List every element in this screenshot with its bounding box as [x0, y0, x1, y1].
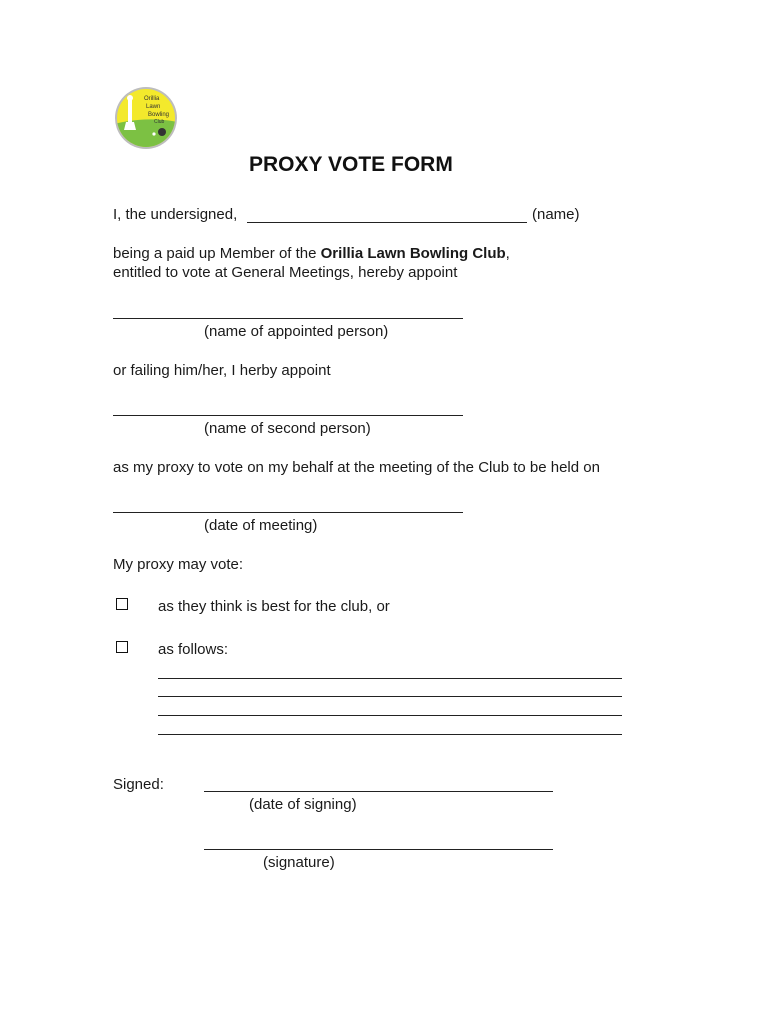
name-blank[interactable]	[247, 222, 527, 223]
club-logo	[114, 86, 178, 150]
option-follows-label: as follows:	[158, 641, 229, 658]
logo-text-4: Club	[154, 119, 165, 125]
option-best-checkbox[interactable]	[116, 598, 128, 610]
proxy-statement: as my proxy to vote on my behalf at the meeting of the Club to be held on	[113, 459, 600, 476]
option-follows-checkbox[interactable]	[116, 641, 128, 653]
member-suffix: ,	[505, 245, 510, 262]
second-person-blank[interactable]	[113, 415, 463, 416]
entitled-line: entitled to vote at General Meetings, hereby appoint	[113, 264, 458, 281]
follows-blank-3[interactable]	[158, 715, 622, 716]
logo-text-1: Orillia	[144, 96, 160, 102]
appointed-person-blank[interactable]	[113, 318, 463, 319]
signature-blank[interactable]	[204, 849, 553, 850]
logo-text-2: Lawn	[146, 104, 161, 110]
meeting-caption: (date of meeting)	[204, 517, 318, 534]
meeting-date-blank[interactable]	[113, 512, 463, 513]
appointed-caption: (name of appointed person)	[204, 323, 389, 340]
signature-caption: (signature)	[263, 854, 335, 871]
second-caption: (name of second person)	[204, 420, 371, 437]
club-name: Orillia Lawn Bowling Club	[320, 245, 506, 262]
page-title: PROXY VOTE FORM	[249, 153, 453, 176]
member-prefix: being a paid up Member of the	[113, 245, 321, 262]
failing-line: or failing him/her, I herby appoint	[113, 362, 331, 379]
option-best-label: as they think is best for the club, or	[158, 598, 390, 615]
follows-blank-2[interactable]	[158, 696, 622, 697]
member-line	[113, 246, 510, 261]
undersigned-prefix: I, the undersigned,	[113, 206, 238, 223]
name-suffix: (name)	[532, 206, 580, 223]
follows-blank-1[interactable]	[158, 678, 622, 679]
follows-blank-4[interactable]	[158, 734, 622, 735]
signed-label: Signed:	[113, 776, 164, 793]
may-vote-label: My proxy may vote:	[113, 556, 244, 573]
signing-date-blank[interactable]	[204, 791, 553, 792]
signing-date-caption: (date of signing)	[249, 796, 357, 813]
logo-text-3: Bowling	[148, 112, 170, 118]
